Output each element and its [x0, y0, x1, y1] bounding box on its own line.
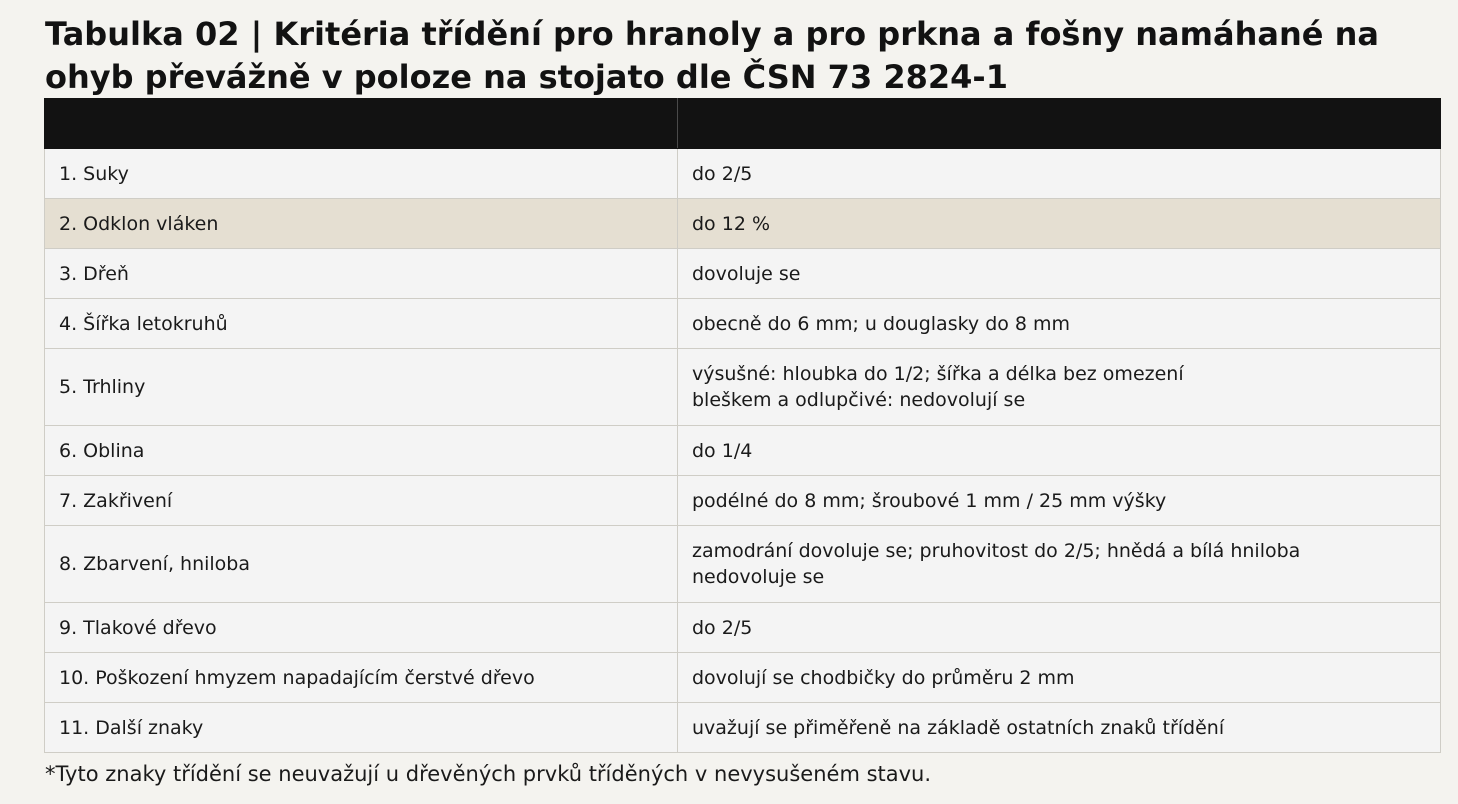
criterion-cell: 9. Tlakové dřevo: [45, 603, 678, 653]
table-row: [45, 149, 1441, 199]
value-cell: [678, 249, 1441, 299]
value-cell: [678, 149, 1441, 199]
table-row: [45, 526, 1441, 603]
value-line: zamodrání dovoluje se; pruhovitost do 2/5; hnědá a bílá hniloba: [692, 540, 1301, 562]
value-cell: [678, 199, 1441, 249]
value-line: do 1/4: [692, 439, 753, 462]
table-row-highlighted: [45, 199, 1441, 249]
value-cell: [678, 349, 1441, 426]
value-cell: [678, 603, 1441, 653]
value-cell: [678, 426, 1441, 476]
value-line: do 2/5: [692, 162, 753, 185]
criterion-cell: 10. Poškození hmyzem napadajícím čerstvé dřevo: [45, 653, 678, 703]
value-cell: [678, 299, 1441, 349]
value-line: bleškem a odlupčivé: nedovolují se: [692, 389, 1026, 411]
value-line: výsušné: hloubka do 1/2; šířka a délka bez omezení: [692, 363, 1184, 385]
criterion-cell: 8. Zbarvení, hniloba: [45, 526, 678, 603]
value-line: do 12 %: [692, 212, 770, 235]
criterion-cell: 6. Oblina: [45, 426, 678, 476]
value-cell: [678, 653, 1441, 703]
criterion-cell: 3. Dřeň: [45, 249, 678, 299]
table-row: [45, 426, 1441, 476]
table-row: [45, 249, 1441, 299]
value-line: uvažují se přiměřeně na základě ostatních znaků třídění: [692, 716, 1225, 739]
grading-criteria-table-container: [44, 98, 1440, 753]
table-row: [45, 603, 1441, 653]
criterion-cell: 7. Zakřivení: [45, 476, 678, 526]
page-title: Tabulka 02 | Kritéria třídění pro hranoly a pro prkna a fošny namáhané na ohyb převážně v poloze na stojato dle ČSN 73 2824-1: [45, 15, 1379, 96]
table-row: [45, 476, 1441, 526]
header-cell-criterion: [45, 99, 678, 149]
value-line: podélné do 8 mm; šroubové 1 mm / 25 mm výšky: [692, 489, 1167, 512]
criterion-cell: 2. Odklon vláken: [45, 199, 678, 249]
value-line: dovoluje se: [692, 262, 801, 285]
value-line: do 2/5: [692, 616, 753, 639]
criterion-cell: 1. Suky: [45, 149, 678, 199]
table-header-row: [45, 99, 1441, 149]
header-cell-value: [678, 99, 1441, 149]
table-row: [45, 653, 1441, 703]
criterion-cell: 11. Další znaky: [45, 703, 678, 753]
value-cell: [678, 526, 1441, 603]
value-line: obecně do 6 mm; u douglasky do 8 mm: [692, 312, 1071, 335]
table-row: [45, 299, 1441, 349]
table-row: [45, 349, 1441, 426]
criterion-cell: 5. Trhliny: [45, 349, 678, 426]
table-row: [45, 703, 1441, 753]
value-cell: [678, 703, 1441, 753]
value-cell: [678, 476, 1441, 526]
value-line: nedovoluje se: [692, 566, 825, 588]
footnote: *Tyto znaky třídění se neuvažují u dřevěných prvků tříděných v nevysušeném stavu.: [45, 762, 932, 786]
value-line: dovolují se chodbičky do průměru 2 mm: [692, 666, 1075, 689]
criterion-cell: 4. Šířka letokruhů: [45, 299, 678, 349]
table-body: [45, 149, 1441, 753]
grading-criteria-table: [44, 98, 1441, 753]
